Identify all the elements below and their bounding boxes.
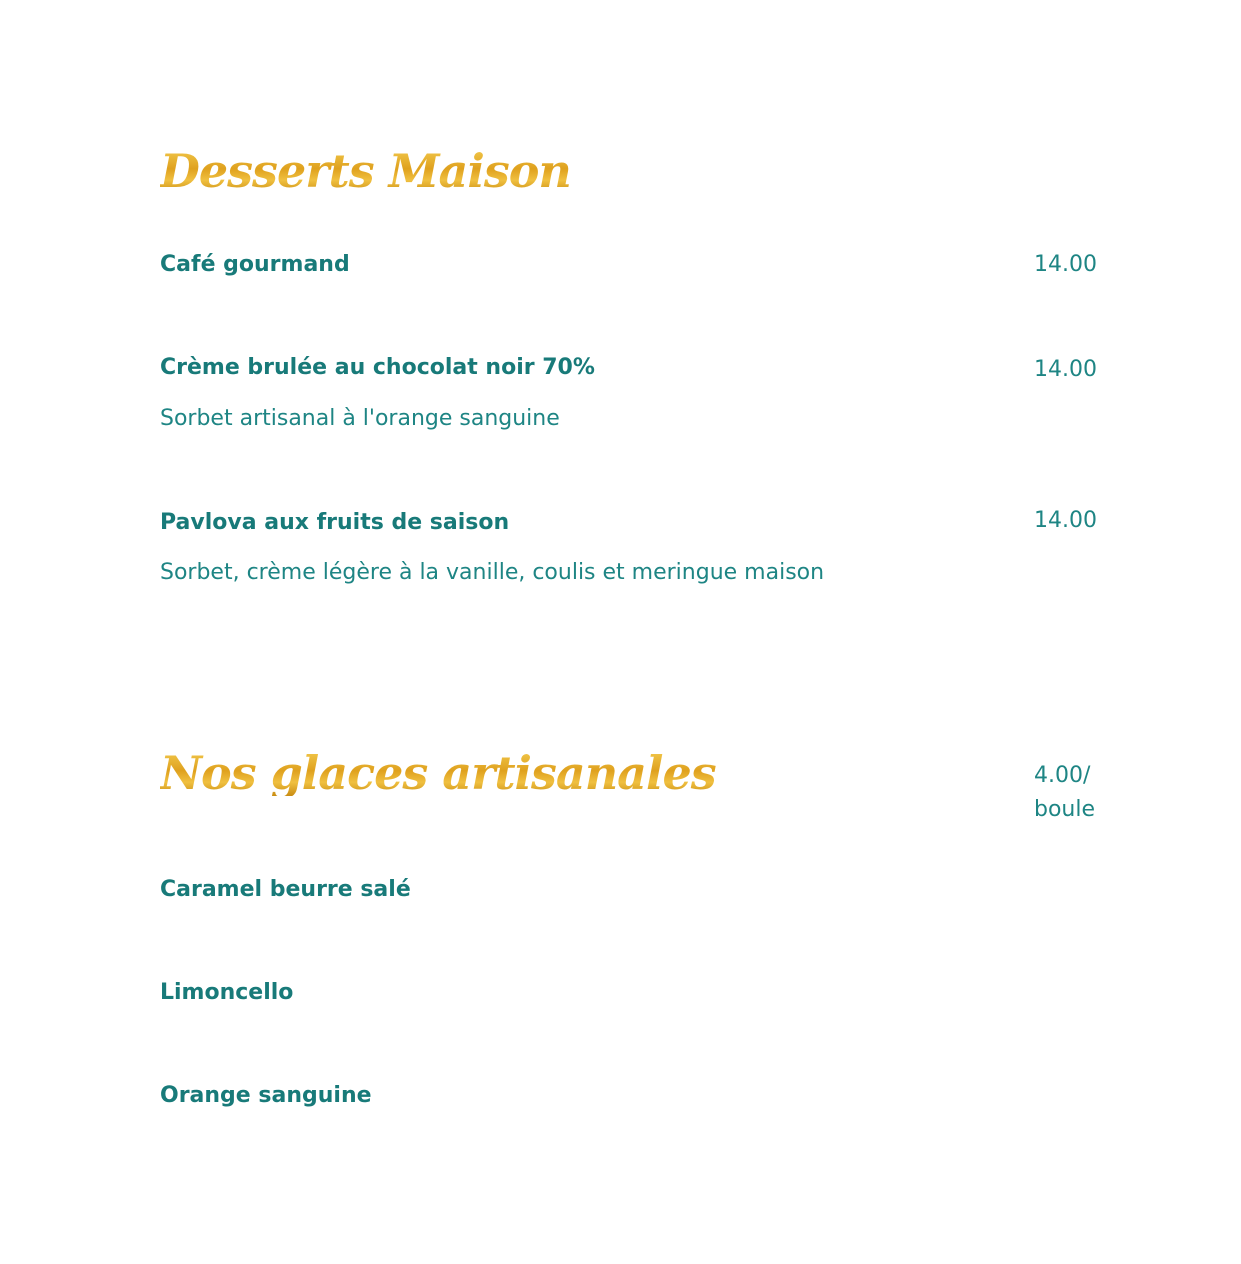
price-per-scoop [1034,759,1124,827]
item-description: Sorbet, crème légère à la vanille, coulis et meringue maison [160,560,825,585]
section-title-glaces: Nos glaces artisanales [160,746,716,800]
price-per-scoop-unit: boule [1034,797,1096,822]
item-name: Pavlova aux fruits de saison [160,510,510,535]
item-price: 14.00 [1034,508,1097,533]
price-per-scoop-amount: 4.00/ [1034,763,1091,788]
item-description: Sorbet artisanal à l'orange sanguine [160,406,560,431]
flavor-caramel-beurre-sale: Caramel beurre salé [160,877,411,902]
section-title-desserts: Desserts Maison [160,144,571,198]
item-name: Crème brulée au chocolat noir 70% [160,355,595,380]
item-price: 14.00 [1034,357,1097,382]
item-name: Café gourmand [160,252,350,277]
flavor-orange-sanguine: Orange sanguine [160,1083,372,1108]
item-price: 14.00 [1034,252,1097,277]
flavor-limoncello: Limoncello [160,980,294,1005]
